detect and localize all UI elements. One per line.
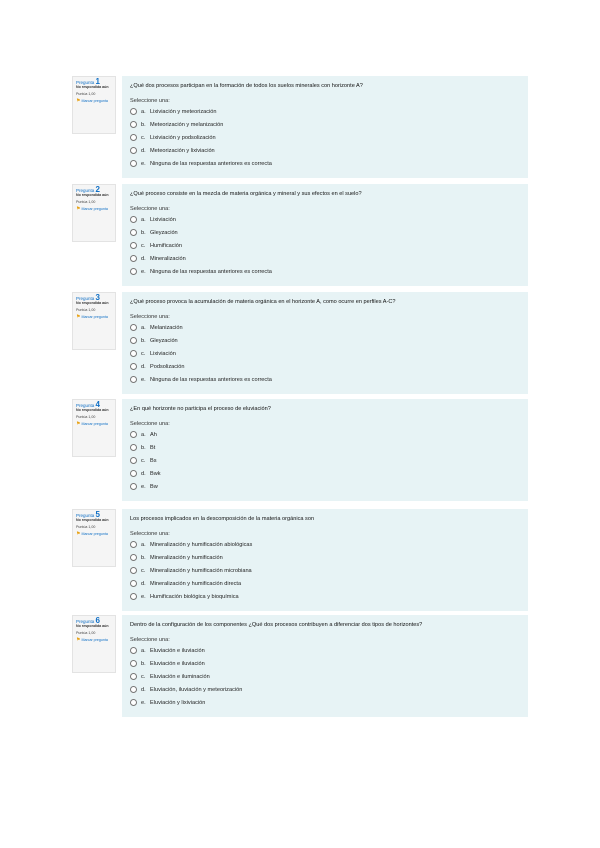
option-letter: e. — [141, 160, 146, 167]
flag-label[interactable]: Marcar pregunta — [81, 99, 108, 103]
option-text[interactable]: Mineralización y humificación microbiana — [150, 567, 252, 574]
answer-list — [130, 644, 520, 709]
answer-option[interactable] — [130, 577, 520, 590]
answer-option[interactable] — [130, 105, 520, 118]
option-letter: a. — [141, 647, 146, 654]
option-text[interactable]: Eluviación, iluviación y meteorización — [150, 686, 243, 693]
option-letter: c. — [141, 673, 146, 680]
question-info-panel — [72, 184, 116, 242]
option-letter: c. — [141, 457, 146, 464]
option-text[interactable]: Lixiviación y meteorización — [150, 108, 217, 115]
option-text[interactable]: Bs — [150, 457, 157, 464]
radio-button[interactable] — [130, 554, 137, 561]
flag-icon[interactable]: ⚑ — [76, 637, 81, 643]
radio-button[interactable] — [130, 268, 137, 275]
answer-option[interactable] — [130, 239, 520, 252]
question-text: Dentro de la configuración de los componentes ¿Qué dos procesos contribuyen a diferenciar dos tipos de horizontes? — [130, 622, 423, 628]
answer-option[interactable] — [130, 334, 520, 347]
question-number-value: 2 — [95, 185, 100, 194]
radio-button[interactable] — [130, 216, 137, 223]
answer-prompt: Seleccione una: — [130, 98, 170, 104]
option-letter: c. — [141, 134, 146, 141]
option-letter: d. — [141, 255, 146, 262]
answer-option[interactable] — [130, 252, 520, 265]
radio-button[interactable] — [130, 147, 137, 154]
option-letter: a. — [141, 541, 146, 548]
option-letter: e. — [141, 699, 146, 706]
option-text[interactable]: Mineralización — [150, 255, 186, 262]
question-state: No respondida aún — [76, 518, 109, 522]
question-state: No respondida aún — [76, 624, 109, 628]
radio-button[interactable] — [130, 457, 137, 464]
option-text[interactable]: Eluviación y lixiviación — [150, 699, 206, 706]
answer-option[interactable] — [130, 373, 520, 386]
flag-icon[interactable]: ⚑ — [76, 421, 81, 427]
flag-icon[interactable]: ⚑ — [76, 314, 81, 320]
answer-option[interactable] — [130, 441, 520, 454]
answer-option[interactable] — [130, 480, 520, 493]
option-text[interactable]: Podsolización — [150, 363, 185, 370]
answer-option[interactable] — [130, 321, 520, 334]
answer-list — [130, 105, 520, 170]
answer-prompt: Seleccione una: — [130, 531, 170, 537]
radio-button[interactable] — [130, 673, 137, 680]
answer-option[interactable] — [130, 590, 520, 603]
answer-list — [130, 213, 520, 278]
option-text[interactable]: Humificación biológica y bioquímica — [150, 593, 239, 600]
option-letter: d. — [141, 147, 146, 154]
answer-option[interactable] — [130, 347, 520, 360]
question-state: No respondida aún — [76, 193, 109, 197]
radio-button[interactable] — [130, 108, 137, 115]
option-text[interactable]: Ninguna de las respuestas anteriores es correcta — [150, 160, 272, 167]
option-letter: b. — [141, 554, 146, 561]
question-text: ¿En qué horizonte no participa el proceso de eluviación? — [130, 406, 271, 412]
option-letter: a. — [141, 216, 146, 223]
answer-option[interactable] — [130, 265, 520, 278]
question-mark: Puntúa 1,00 — [76, 415, 96, 419]
radio-button[interactable] — [130, 580, 137, 587]
answer-option[interactable] — [130, 157, 520, 170]
flag-label[interactable]: Marcar pregunta — [81, 532, 108, 536]
question-content — [122, 76, 528, 178]
radio-button[interactable] — [130, 376, 137, 383]
radio-button[interactable] — [130, 483, 137, 490]
radio-button[interactable] — [130, 444, 137, 451]
answer-option[interactable] — [130, 644, 520, 657]
question-text: Los procesos implicados en la descomposición de la materia orgánica son — [130, 516, 315, 522]
radio-button[interactable] — [130, 431, 137, 438]
question-info-panel — [72, 509, 116, 567]
radio-button[interactable] — [130, 699, 137, 706]
option-letter: b. — [141, 444, 146, 451]
question-number-prefix: Pregunta — [76, 403, 95, 408]
question-number-prefix: Pregunta — [76, 296, 95, 301]
option-text[interactable]: Bwk — [150, 470, 161, 477]
answer-prompt: Seleccione una: — [130, 206, 170, 212]
flag-question-link[interactable] — [76, 638, 112, 643]
option-text[interactable]: Lixiviación — [150, 216, 176, 223]
answer-list — [130, 538, 520, 603]
question-mark: Puntúa 1,00 — [76, 92, 96, 96]
option-letter: d. — [141, 363, 146, 370]
answer-option[interactable] — [130, 670, 520, 683]
option-text[interactable]: Lixiviación y podsolización — [150, 134, 216, 141]
question-number-prefix: Pregunta — [76, 513, 95, 518]
option-text[interactable]: Lixiviación — [150, 350, 176, 357]
option-text[interactable]: Meteorización y lixiviación — [150, 147, 215, 154]
flag-question-link[interactable] — [76, 532, 112, 537]
option-letter: c. — [141, 567, 146, 574]
option-letter: c. — [141, 242, 146, 249]
radio-button[interactable] — [130, 160, 137, 167]
radio-button[interactable] — [130, 541, 137, 548]
answer-option[interactable] — [130, 360, 520, 373]
option-letter: c. — [141, 350, 146, 357]
question-mark: Puntúa 1,00 — [76, 525, 96, 529]
option-text[interactable]: Mineralización y humificación directa — [150, 580, 242, 587]
answer-option[interactable] — [130, 564, 520, 577]
answer-option[interactable] — [130, 213, 520, 226]
question-number-value: 5 — [95, 510, 100, 519]
question-content — [122, 615, 528, 717]
option-text[interactable]: Eluviación e iluminación — [150, 673, 210, 680]
question-info-panel — [72, 76, 116, 134]
option-text[interactable]: Bt — [150, 444, 156, 451]
radio-button[interactable] — [130, 134, 137, 141]
radio-button[interactable] — [130, 324, 137, 331]
flag-label[interactable]: Marcar pregunta — [81, 422, 108, 426]
option-text[interactable]: Gleyzación — [150, 229, 178, 236]
question-number-value: 1 — [95, 77, 100, 86]
option-letter: d. — [141, 686, 146, 693]
answer-option[interactable] — [130, 428, 520, 441]
question-number-value: 4 — [95, 400, 100, 409]
question-content — [122, 184, 528, 286]
question-text: ¿Qué dos procesos participan en la formación de todos los suelos minerales con horizonte A? — [130, 83, 363, 89]
option-letter: b. — [141, 660, 146, 667]
option-letter: b. — [141, 121, 146, 128]
option-letter: b. — [141, 229, 146, 236]
answer-option[interactable] — [130, 118, 520, 131]
option-text[interactable]: Meteorización y melanización — [150, 121, 224, 128]
option-letter: a. — [141, 431, 146, 438]
option-text[interactable]: Eluviación e iluviación — [150, 647, 205, 654]
option-letter: a. — [141, 324, 146, 331]
flag-icon[interactable]: ⚑ — [76, 206, 81, 212]
flag-question-link[interactable] — [76, 207, 112, 212]
option-letter: a. — [141, 108, 146, 115]
radio-button[interactable] — [130, 470, 137, 477]
answer-prompt: Seleccione una: — [130, 637, 170, 643]
question-mark: Puntúa 1,00 — [76, 200, 96, 204]
question-state: No respondida aún — [76, 301, 109, 305]
option-text[interactable]: Mineralización y humificación abiológicas — [150, 541, 253, 548]
option-letter: d. — [141, 580, 146, 587]
question-content — [122, 292, 528, 394]
radio-button[interactable] — [130, 229, 137, 236]
radio-button[interactable] — [130, 121, 137, 128]
answer-option[interactable] — [130, 226, 520, 239]
option-letter: e. — [141, 268, 146, 275]
question-info-panel — [72, 615, 116, 673]
option-text[interactable]: Bw — [150, 483, 158, 490]
flag-label[interactable]: Marcar pregunta — [81, 638, 108, 642]
radio-button[interactable] — [130, 337, 137, 344]
radio-button[interactable] — [130, 255, 137, 262]
option-text[interactable]: Ninguna de las respuestas anteriores es correcta — [150, 376, 272, 383]
flag-question-link[interactable] — [76, 99, 112, 104]
flag-question-link[interactable] — [76, 315, 112, 320]
answer-option[interactable] — [130, 467, 520, 480]
question-number-prefix: Pregunta — [76, 80, 95, 85]
question-info-panel — [72, 292, 116, 350]
question-state: No respondida aún — [76, 408, 109, 412]
option-text[interactable]: Melanización — [150, 324, 183, 331]
option-text[interactable]: Gleyzación — [150, 337, 178, 344]
radio-button[interactable] — [130, 660, 137, 667]
radio-button[interactable] — [130, 350, 137, 357]
answer-option[interactable] — [130, 551, 520, 564]
option-letter: e. — [141, 376, 146, 383]
answer-list — [130, 428, 520, 493]
question-state: No respondida aún — [76, 85, 109, 89]
option-text[interactable]: Ninguna de las respuestas anteriores es correcta — [150, 268, 272, 275]
answer-option[interactable] — [130, 144, 520, 157]
option-letter: e. — [141, 593, 146, 600]
question-info-panel — [72, 399, 116, 457]
radio-button[interactable] — [130, 567, 137, 574]
question-number-value: 6 — [95, 616, 100, 625]
question-text: ¿Qué proceso consiste en la mezcla de materia orgánica y mineral y sus efectos en el suelo? — [130, 191, 362, 197]
question-number-prefix: Pregunta — [76, 619, 95, 624]
answer-prompt: Seleccione una: — [130, 314, 170, 320]
flag-question-link[interactable] — [76, 422, 112, 427]
question-content — [122, 399, 528, 501]
answer-option[interactable] — [130, 131, 520, 144]
question-mark: Puntúa 1,00 — [76, 631, 96, 635]
answer-option[interactable] — [130, 683, 520, 696]
radio-button[interactable] — [130, 363, 137, 370]
answer-prompt: Seleccione una: — [130, 421, 170, 427]
answer-list — [130, 321, 520, 386]
question-mark: Puntúa 1,00 — [76, 308, 96, 312]
option-letter: b. — [141, 337, 146, 344]
flag-icon[interactable]: ⚑ — [76, 98, 81, 104]
radio-button[interactable] — [130, 593, 137, 600]
answer-option[interactable] — [130, 696, 520, 709]
flag-icon[interactable]: ⚑ — [76, 531, 81, 537]
option-text[interactable]: Mineralización y humificación — [150, 554, 223, 561]
question-text: ¿Qué proceso provoca la acumulación de materia orgánica en el horizonte A, como ocurre en perfiles A-C? — [130, 299, 396, 305]
radio-button[interactable] — [130, 647, 137, 654]
answer-option[interactable] — [130, 538, 520, 551]
option-letter: d. — [141, 470, 146, 477]
option-text[interactable]: Eluviación e iluviación — [150, 660, 205, 667]
option-text[interactable]: Ah — [150, 431, 157, 438]
question-number-prefix: Pregunta — [76, 188, 95, 193]
flag-label[interactable]: Marcar pregunta — [81, 207, 108, 211]
flag-label[interactable]: Marcar pregunta — [81, 315, 108, 319]
answer-option[interactable] — [130, 454, 520, 467]
option-text[interactable]: Humificación — [150, 242, 183, 249]
option-letter: e. — [141, 483, 146, 490]
question-content — [122, 509, 528, 611]
radio-button[interactable] — [130, 686, 137, 693]
question-number-value: 3 — [95, 293, 100, 302]
answer-option[interactable] — [130, 657, 520, 670]
radio-button[interactable] — [130, 242, 137, 249]
